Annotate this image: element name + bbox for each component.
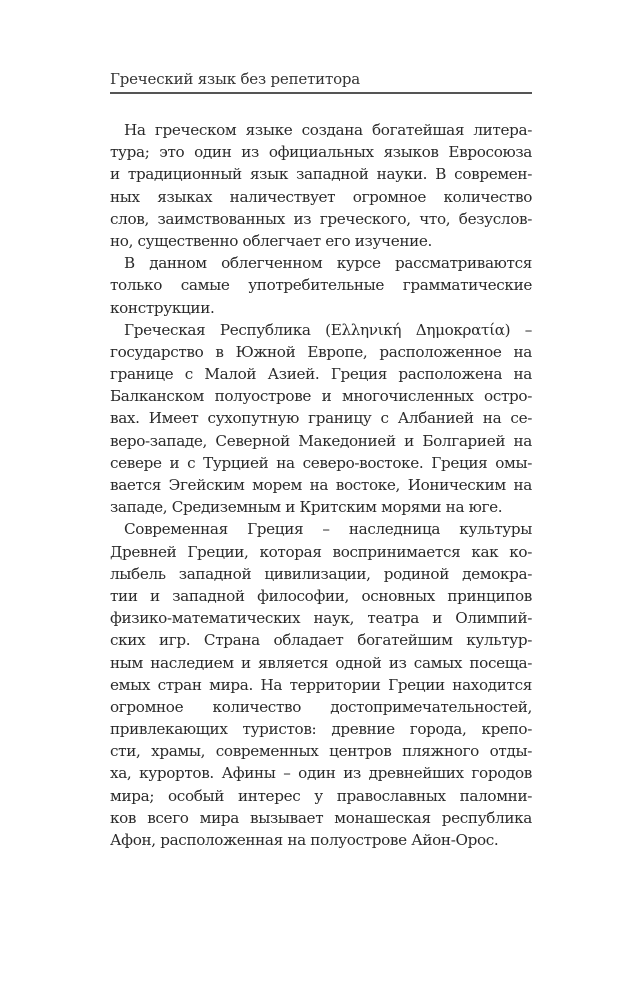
text-line: веро-западе, Северной Македонией и Болгарией на xyxy=(110,431,532,450)
text-line: севере и с Турцией на северо-востоке. Греция омы- xyxy=(110,453,532,472)
text-line: Современная Греция – наследница культуры xyxy=(124,520,532,539)
text-line: ха, курортов. Афины – один из древнейших городов xyxy=(110,764,532,783)
text-line: ным наследием и является одной из самых посеща- xyxy=(110,653,532,672)
text-line: вается Эгейским морем на востоке, Ионическим на xyxy=(110,476,532,494)
text-line: вах. Имеет сухопутную границу с Албанией на се- xyxy=(110,409,532,428)
text-line: ных языках наличествует огромное количество xyxy=(110,187,532,206)
text-line: слов, заимствованных из греческого, что, безуслов- xyxy=(110,209,532,228)
header-rule xyxy=(110,92,532,94)
text-line: границе с Малой Азией. Греция расположена на xyxy=(110,365,532,384)
text-line: сти, храмы, современных центров пляжного отды- xyxy=(110,742,532,761)
text-line: конструкции. xyxy=(110,298,215,317)
running-head-title: Греческий язык без репетитора xyxy=(110,70,361,88)
text-line: ков всего мира вызывает монашеская республика xyxy=(110,808,532,827)
text-line: западе, Средиземным и Критским морями на юге. xyxy=(110,498,503,517)
text-line: но, существенно облегчает его изучение. xyxy=(110,231,433,250)
body-text xyxy=(110,119,532,851)
paragraph xyxy=(110,119,532,252)
text-line: Древней Греции, которая воспринимается как ко- xyxy=(110,542,532,561)
paragraph xyxy=(110,319,532,519)
paragraph xyxy=(110,518,532,851)
text-line: Греческая Республика (Ελληνική Δημοκρατία) – xyxy=(124,320,532,339)
text-line: только самые употребительные грамматические xyxy=(110,276,532,295)
text-line: лыбель западной цивилизации, родиной демокра- xyxy=(110,564,532,583)
paragraph xyxy=(110,252,532,319)
text-line: ских игр. Страна обладает богатейшим культур- xyxy=(110,631,532,650)
text-line: государство в Южной Европе, расположенное на xyxy=(110,342,532,361)
text-line: Афон, расположенная на полуострове Айон-Орос. xyxy=(110,831,499,849)
text-line: и традиционный язык западной науки. В современ- xyxy=(110,165,532,184)
text-line: В данном облегченном курсе рассматриваются xyxy=(124,254,532,273)
text-line: емых стран мира. На территории Греции находится xyxy=(110,675,532,694)
text-line: огромное количество достопримечательностей, xyxy=(110,697,532,716)
text-line: тура; это один из официальных языков Евросоюза xyxy=(110,143,532,162)
text-line: На греческом языке создана богатейшая литера- xyxy=(124,121,532,139)
text-line: тии и западной философии, основных принципов xyxy=(110,586,532,605)
text-line: физико-математических наук, театра и Олимпий- xyxy=(110,609,532,628)
text-line: Балканском полуострове и многочисленных остро- xyxy=(110,387,532,406)
text-line: привлекающих туристов: древние города, крепо- xyxy=(110,720,532,739)
text-line: мира; особый интерес у православных паломни- xyxy=(110,786,532,805)
